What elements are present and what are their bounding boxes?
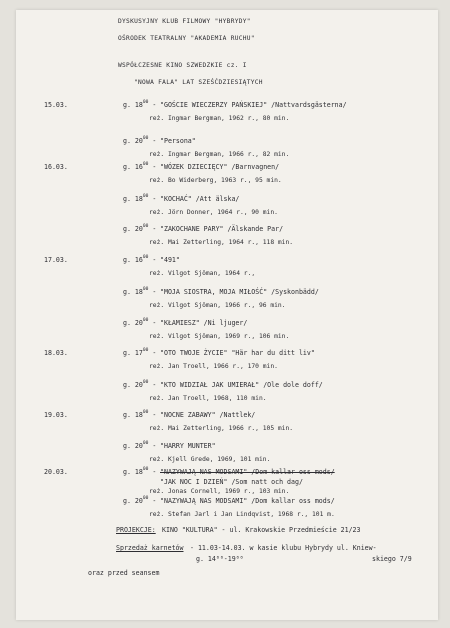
film-director: reż. Kjell Grede, 1969, 101 min. [149,456,271,463]
film-director: reż. Mai Zetterling, 1966 r., 105 min. [149,425,294,432]
screening-time: g. $18^{00}$ - [123,194,157,203]
screening-time: g. $20^{00}$ - [123,224,157,233]
film-title: "Persona" [160,137,196,145]
screening-date: 17.03. [44,256,68,264]
film-title: "ZAKOCHANE PARY" /Älskande Par/ [160,225,284,233]
screening-minutes: 00 [142,255,149,260]
film-title: "WÓZEK DZIECIĘCY" /Barnvagnen/ [160,163,280,171]
screening-hour: 18 [134,468,143,476]
screening-hour: 18 [134,288,143,296]
film-director: reż. Ingmar Bergman, 1966 r., 82 min. [149,151,290,158]
film-director: reż. Bo Widerberg, 1963 r., 95 min. [149,177,282,184]
film-title: "MOJA SIOSTRA, MOJA MIŁOŚĆ" /Syskonbädd/ [160,288,319,296]
screening-hour: 20 [134,442,143,450]
screening-date: 19.03. [44,411,68,419]
screening-minutes: 00 [142,100,149,105]
screening-hour: 16 [134,256,143,264]
screening-minutes: 00 [142,318,149,323]
film-title: "OTO TWOJE ŻYCIE" "Här har du ditt liv" [160,349,315,357]
tickets-label: Sprzedaż karnetów [116,544,184,552]
film-director: reż. Jan Troell, 1966 r., 170 min. [149,363,278,370]
film-title: "HARRY MUNTER" [160,442,216,450]
theatre-name: OŚRODEK TEATRALNY "AKADEMIA RUCHU" [118,35,255,42]
screening-minutes: 00 [142,410,149,415]
screening-time: g. $20^{00}$ - [123,136,157,145]
screening-hour: 18 [134,195,143,203]
screening-time: g. $20^{00}$ - [123,496,157,505]
screening-minutes: 00 [142,348,149,353]
film-title: "KŁAMIESZ" /Ni ljuger/ [160,319,248,327]
film-director: reż. Vilgot Sjöman, 1969 r., 106 min. [149,333,290,340]
screening-minutes: 00 [142,136,149,141]
film-director: reż. Vilgot Sjöman, 1966 r., 96 min. [149,302,286,309]
screening-date: 16.03. [44,163,68,171]
tickets-note: oraz przed seansem [88,569,160,577]
film-director: reż. Jan Troell, 1968, 110 min. [149,395,267,402]
screening-time: g. $18^{00}$ - [123,467,157,476]
film-director: reż. Ingmar Bergman, 1962 r., 80 min. [149,115,290,122]
film-title: "491" [160,256,180,264]
film-title-cancelled: "NAZYWAJĄ NAS MODSAMI" /Dom kallar oss mods/ [160,468,335,476]
screening-time: g. $20^{00}$ - [123,318,157,327]
film-director: reż. Jörn Donner, 1964 r., 90 min. [149,209,278,216]
screening-hour: 18 [134,411,143,419]
screening-time: g. $18^{00}$ - [123,100,157,109]
film-director: reż. Mai Zetterling, 1964 r., 118 min. [149,239,294,246]
film-title: "NOCNE ZABAWY" /Nattlek/ [160,411,256,419]
projection-label: PROJEKCJE: [116,526,156,534]
screening-hour: 20 [134,137,143,145]
film-director: reż. Jonas Cornell, 1969 r., 103 min. [149,488,290,495]
screening-hour: 20 [134,497,143,505]
film-title: "KTO WIDZIAŁ JAK UMIERAŁ" /Ole dole doff/ [160,381,323,389]
film-title: "JAK NOC I DZIEŃ" /Som natt och dag/ [160,478,303,486]
film-title: "NAZYWAJĄ NAS MODSAMI" /Dom kallar oss mods/ [160,497,335,505]
screening-hour: 20 [134,381,143,389]
screening-time: g. $20^{00}$ - [123,441,157,450]
screening-time: g. $18^{00}$ - [123,410,157,419]
screening-hour: 20 [134,319,143,327]
film-title: "KOCHAĆ" /Att älska/ [160,195,240,203]
screening-minutes: 00 [142,380,149,385]
club-name: DYSKUSYJNY KLUB FILMOWY "HYBRYDY" [118,18,251,25]
tickets-hours: g. 14⁰⁰-19⁰⁰ [196,555,244,563]
screening-minutes: 00 [142,162,149,167]
screening-minutes: 00 [142,467,149,472]
screening-time: g. $20^{00}$ - [123,380,157,389]
screening-minutes: 00 [142,287,149,292]
screening-date: 15.03. [44,101,68,109]
film-director: reż. Stefan Jarl i Jan Lindqvist, 1968 r., 101 m. [149,511,335,518]
film-title: "GOŚCIE WIECZERZY PAŃSKIEJ" /Nattvardsgästerna/ [160,101,347,109]
film-director: reż. Vilgot Sjöman, 1964 r., [149,270,256,277]
tickets-info: - 11.03-14.03. w kasie klubu Hybrydy ul. Kniew- [190,544,377,552]
screening-hour: 20 [134,225,143,233]
screening-time: g. $16^{00}$ - [123,255,157,264]
screening-time: g. $18^{00}$ - [123,287,157,296]
screening-time: g. $17^{00}$ - [123,348,157,357]
screening-minutes: 00 [142,224,149,229]
screening-minutes: 00 [142,441,149,446]
screening-hour: 17 [134,349,143,357]
screening-time: g. $16^{00}$ - [123,162,157,171]
series-title: WSPÓŁCZESNE KINO SZWEDZKIE cz. I [118,62,247,69]
series-subtitle: "NOWA FALA" LAT SZEŚĆDZIESIĄTYCH [134,79,263,86]
screening-hour: 18 [134,101,143,109]
screening-date: 20.03. [44,468,68,476]
screening-date: 18.03. [44,349,68,357]
screening-minutes: 00 [142,496,149,501]
tickets-address: skiego 7/9 [372,555,412,563]
projection-venue: KINO "KULTURA" - ul. Krakowskie Przedmieście 21/23 [162,526,361,534]
screening-hour: 16 [134,163,143,171]
screening-minutes: 00 [142,194,149,199]
